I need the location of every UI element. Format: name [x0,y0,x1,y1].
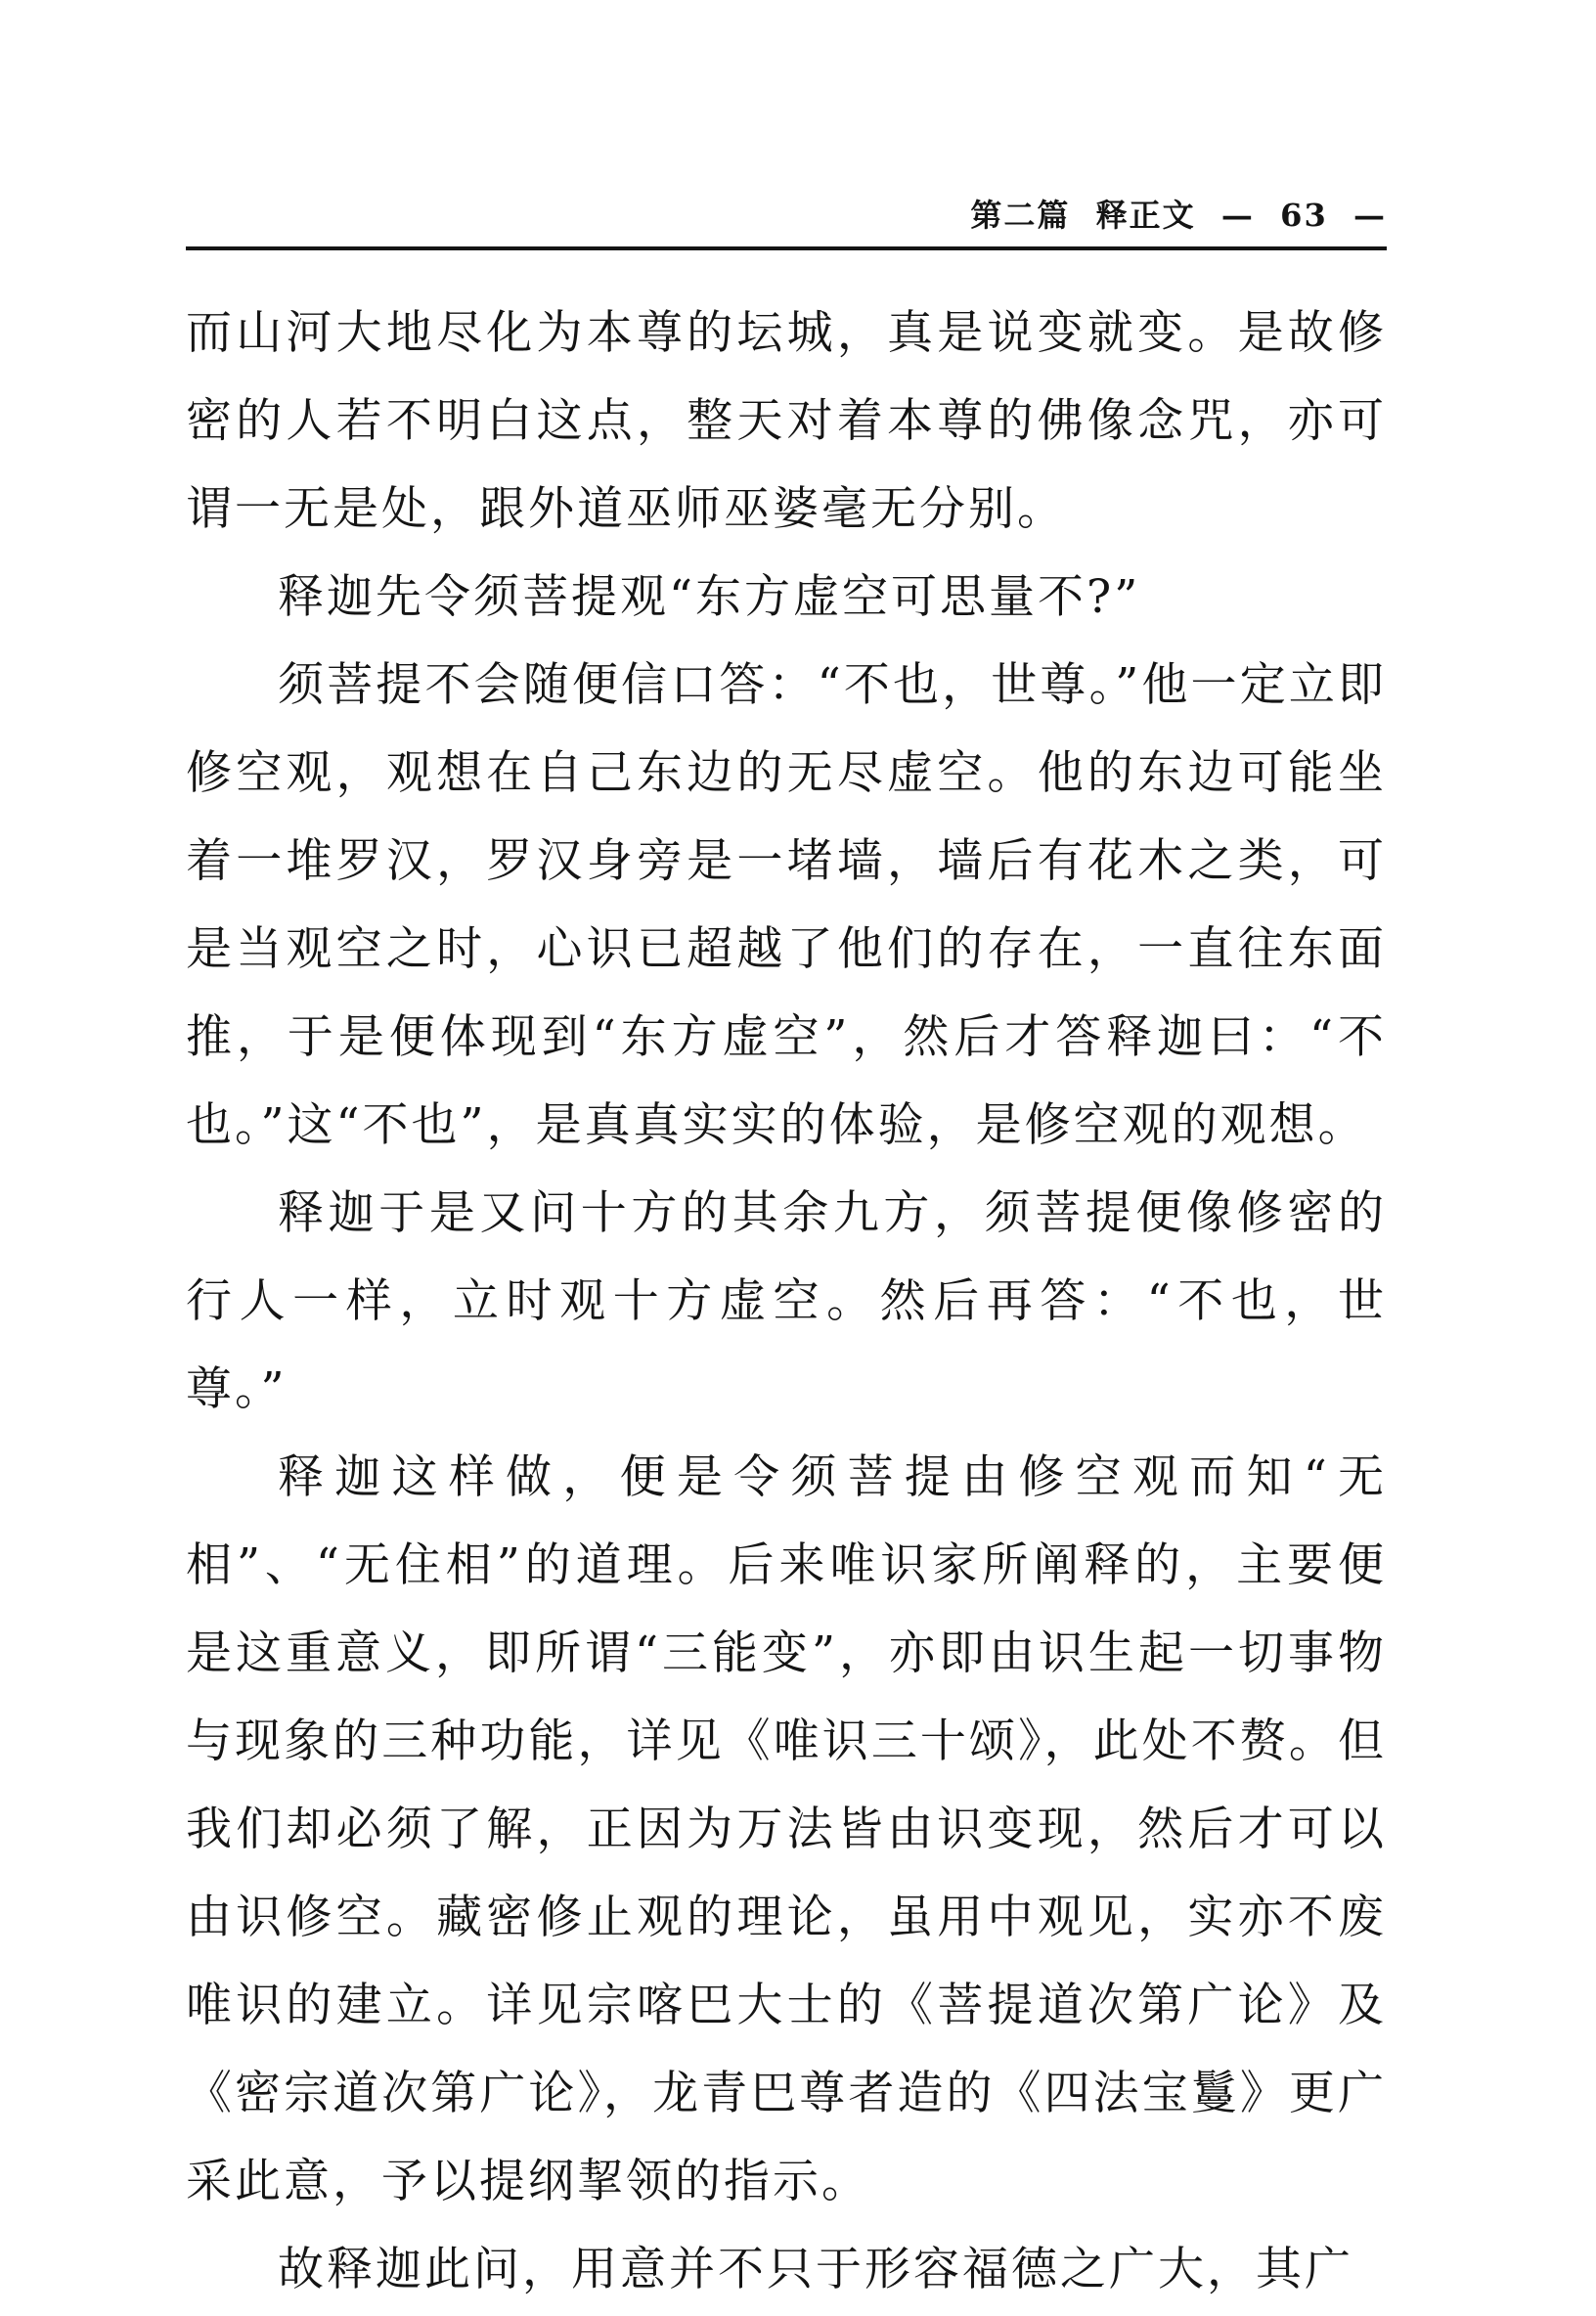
paragraph-3: 须菩提不会随便信口答：“不也，世尊。”他一定立即修空观，观想在自己东边的无尽虚空。他的东边可能坐着一堆罗汉，罗汉身旁是一堵墙，墙后有花木之类，可是当观空之时，心识已超越了他们的存在，一直往东面推，于是便体现到“东方虚空”，然后才答释迦曰：“不也。”这“不也”，是真真实实的体验，是修空观的观想。 [186,658,1387,1152]
paragraph-2: 释迦先令须菩提观“东方虚空可思量不?” [278,570,1141,624]
paragraph-5: 释迦这样做，便是令须菩提由修空观而知“无相”、“无住相”的道理。后来唯识家所阐释的，主要便是这重意义，即所谓“三能变”，亦即由识生起一切事物与现象的三种功能，详见《唯识三十颂》，此处不赘。但我们却必须了解，正因为万法皆由识变现，然后才可以由识修空。藏密修止观的理论，虽用中观见，实亦不废唯识的建立。详见宗喀巴大士的《菩提道次第广论》及《密宗道次第广论》，龙青巴尊者造的《四法宝鬘》更广采此意，予以提纲挈领的指示。 [186,1450,1387,2208]
paragraph-1: 而山河大地尽化为本尊的坛城，真是说变就变。是故修密的人若不明白这点，整天对着本尊的佛像念咒，亦可谓一无是处，跟外道巫师巫婆毫无分别。 [186,306,1387,536]
running-head: 第二篇 释正文 — 63 — [970,197,1387,234]
body-text [186,290,1387,2314]
header-rule [186,246,1387,250]
paragraph-6: 故释迦此问，用意并不只于形容福德之广大，其广 [278,2243,1353,2296]
paragraph-4: 释迦于是又问十方的其余九方，须菩提便像修密的行人一样，立时观十方虚空。然后再答：“不也，世尊。” [186,1186,1387,1416]
